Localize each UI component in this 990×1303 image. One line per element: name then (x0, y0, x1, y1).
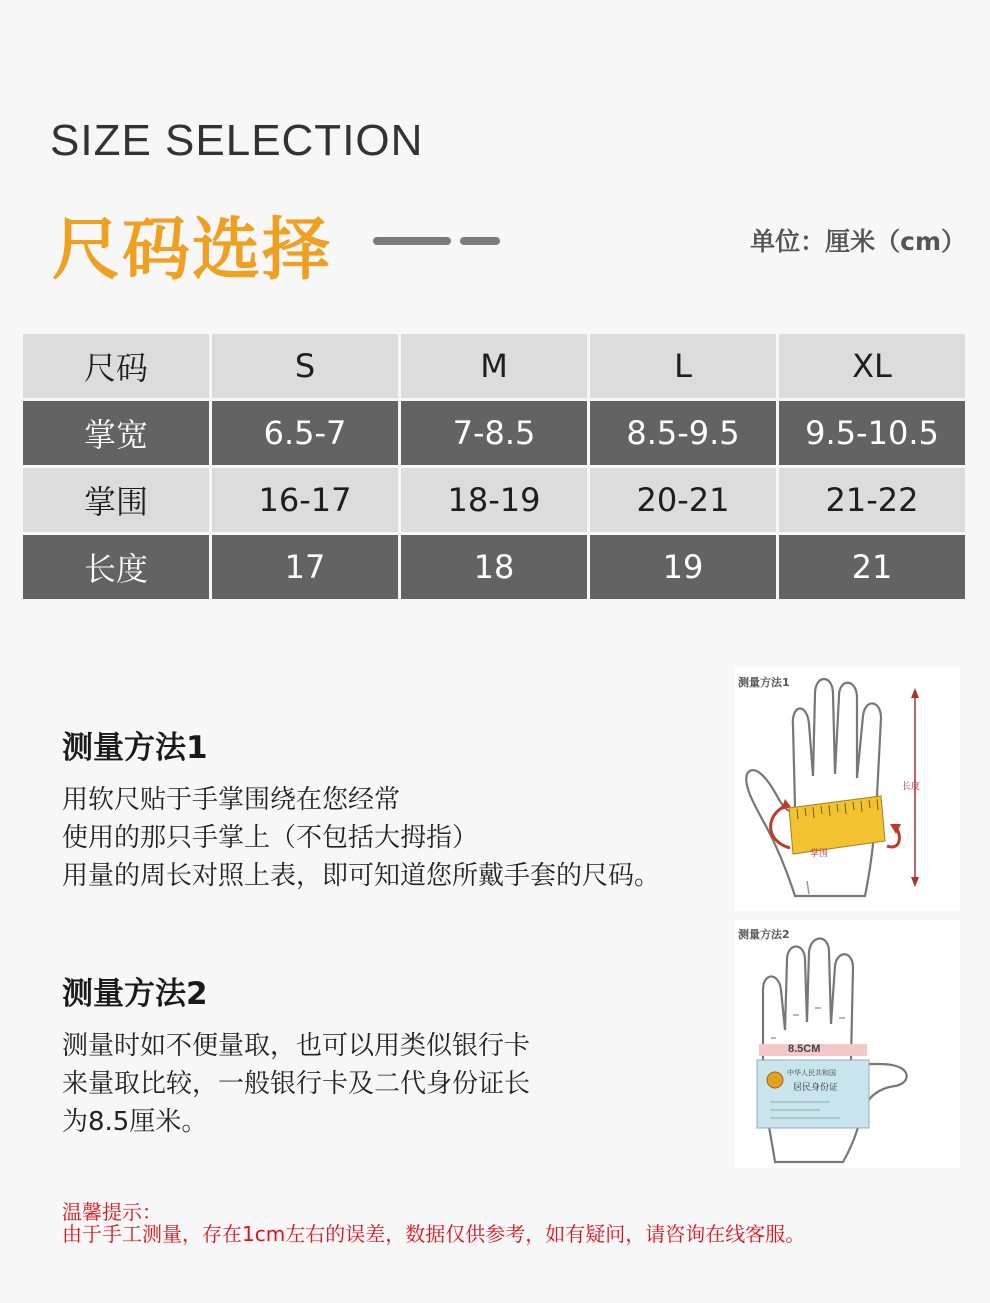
card-measure-label: 8.5CM (788, 1043, 821, 1055)
table-cell: 掌围 (23, 468, 209, 532)
table-row (23, 535, 965, 599)
table-cell: 掌宽 (23, 401, 209, 465)
tips-body: 由于手工测量，存在1cm左右的误差，数据仅供参考，如有疑问，请咨询在线客服。 (62, 1222, 806, 1246)
table-row (23, 468, 965, 532)
table-cell: M (401, 334, 587, 398)
description-line: 来量取比较，一般银行卡及二代身份证长 (62, 1069, 531, 1099)
table-cell: 9.5-10.5 (779, 401, 965, 465)
method2-title: 测量方法2 (62, 976, 208, 1012)
hand-card-icon (735, 920, 960, 1168)
description-line: 测量时如不便量取，也可以用类似银行卡 (62, 1031, 531, 1061)
table-cell: 尺码 (23, 334, 209, 398)
hand-measure-icon (735, 666, 960, 911)
table-cell: 16-17 (212, 468, 398, 532)
table-row (23, 401, 965, 465)
description-line: 使用的那只手掌上（不包括大拇指） (62, 823, 479, 853)
table-cell: 6.5-7 (212, 401, 398, 465)
table-cell: S (212, 334, 398, 398)
table-cell: 7-8.5 (401, 401, 587, 465)
table-cell: 长度 (23, 535, 209, 599)
table-cell: XL (779, 334, 965, 398)
table-cell: 18 (401, 535, 587, 599)
table-cell: 20-21 (590, 468, 776, 532)
method1-illustration (735, 666, 960, 911)
table-cell: 17 (212, 535, 398, 599)
table-header-row (23, 334, 965, 398)
table-cell: 18-19 (401, 468, 587, 532)
card-text-line2: 居民身份证 (793, 1083, 839, 1093)
title-divider-long (373, 237, 451, 245)
circumference-label: 掌围 (810, 849, 829, 859)
figure-caption: 测量方法1 (738, 676, 790, 689)
method2-description (62, 1027, 530, 1141)
page-title: 尺码选择 (52, 211, 333, 290)
unit-label: 单位：厘米（cm） (750, 227, 966, 256)
table-cell: L (590, 334, 776, 398)
title-divider-short (460, 237, 500, 245)
method1-description (62, 781, 660, 895)
method2-illustration (735, 920, 960, 1168)
table-cell: 19 (590, 535, 776, 599)
description-line: 用量的周长对照上表，即可知道您所戴手套的尺码。 (62, 861, 661, 891)
method1-title: 测量方法1 (62, 730, 208, 766)
length-label: 长度 (902, 782, 921, 792)
table-cell: 21-22 (779, 468, 965, 532)
figure-caption: 测量方法2 (738, 928, 790, 941)
tips-heading: 温馨提示： (62, 1200, 162, 1224)
description-line: 用软尺贴于手掌围绕在您经常 (62, 785, 401, 815)
description-line: 为8.5厘米。 (62, 1107, 208, 1137)
table-cell: 21 (779, 535, 965, 599)
size-chart-table (20, 331, 968, 602)
table-cell: 8.5-9.5 (590, 401, 776, 465)
card-text-line1: 中华人民共和国 (787, 1069, 836, 1077)
section-eyebrow: SIZE SELECTION (50, 116, 424, 165)
